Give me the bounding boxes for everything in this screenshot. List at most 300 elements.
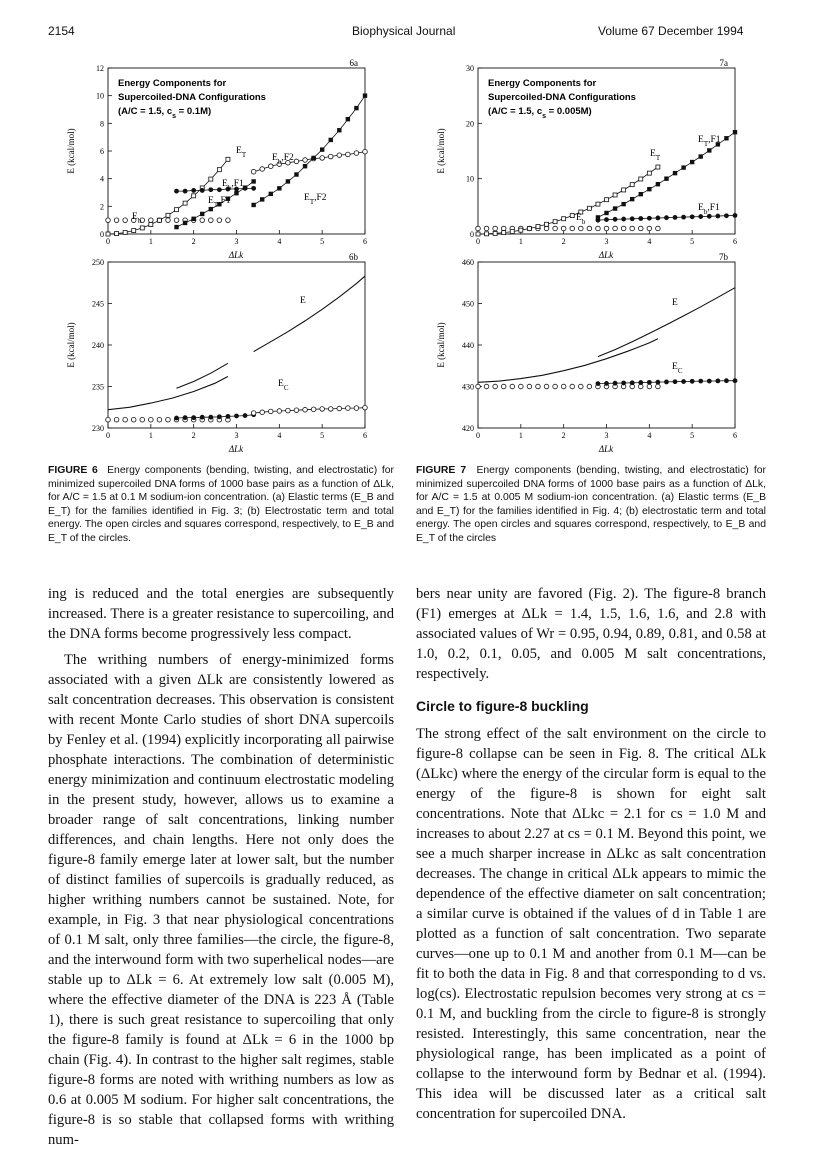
data-point [656, 182, 660, 186]
y-tick-label: 430 [462, 382, 474, 392]
data-point [596, 202, 600, 206]
data-point [613, 381, 618, 386]
y-tick-label: 4 [100, 174, 104, 184]
data-point [527, 384, 532, 389]
data-point [613, 193, 617, 197]
data-point [260, 197, 264, 201]
data-point [715, 378, 720, 383]
y-axis-label: E (kcal/mol) [66, 128, 76, 174]
data-point [561, 384, 566, 389]
data-point [587, 206, 591, 210]
series-line [108, 377, 228, 410]
data-point [579, 384, 584, 389]
label-Ec: $E_C$ [672, 362, 683, 375]
data-point [260, 410, 265, 415]
data-point [209, 207, 213, 211]
data-point [251, 169, 256, 174]
data-point [510, 384, 515, 389]
x-tick-label: 2 [561, 431, 566, 440]
data-point [536, 225, 540, 229]
data-point [681, 215, 686, 220]
x-tick-label: 6 [363, 431, 367, 440]
data-point [166, 213, 170, 217]
data-point [174, 225, 178, 229]
label-ET: $E_T$ [236, 146, 247, 159]
caption-title: FIGURE 7 [416, 465, 467, 476]
data-point [200, 212, 204, 216]
data-point [579, 226, 584, 231]
label-E: E [300, 296, 306, 306]
data-point [681, 165, 685, 169]
data-point [234, 191, 238, 195]
data-point [251, 186, 256, 191]
chart-6a [60, 60, 380, 260]
data-point [166, 218, 171, 223]
figure-7a [430, 60, 750, 260]
series-e-circle [108, 377, 228, 410]
data-point [114, 417, 119, 422]
data-point [544, 384, 549, 389]
data-point [501, 226, 506, 231]
data-point [294, 172, 298, 176]
data-point [260, 167, 265, 172]
y-tick-label: 230 [92, 424, 104, 433]
series-ec-f1 [174, 412, 256, 420]
data-point [664, 176, 668, 180]
figure-7b [430, 252, 750, 462]
data-point [715, 214, 720, 219]
legend-box [488, 78, 636, 120]
box-title-3: (A/C = 1.5, $c_s = 0.1M$) [118, 106, 212, 120]
data-point [191, 188, 196, 193]
x-tick-label: 5 [690, 431, 695, 440]
data-point [115, 232, 119, 236]
x-tick-label: 1 [148, 237, 153, 246]
figure-6b [60, 252, 380, 462]
y-tick-label: 8 [100, 119, 104, 129]
data-point [587, 226, 592, 231]
data-point [707, 379, 712, 384]
x-tick-label: 4 [647, 237, 652, 246]
data-point [226, 414, 231, 419]
data-point [226, 157, 230, 161]
box-title-3: (A/C = 1.5, $c_s = 0.005M$) [488, 106, 592, 120]
y-tick-label: 460 [462, 258, 474, 267]
data-point [570, 214, 574, 218]
data-point [647, 187, 651, 191]
x-tick-label: 3 [234, 237, 239, 246]
box-title-2: Supercoiled-DNA Configurations [118, 92, 266, 103]
data-point [329, 138, 333, 142]
box-title-1: Energy Components for [488, 78, 597, 89]
data-point [604, 226, 609, 231]
legend-box [118, 78, 266, 120]
data-point [647, 380, 652, 385]
data-point [604, 217, 609, 222]
data-point [346, 406, 351, 411]
series-e-circle [478, 339, 658, 383]
y-tick-label: 10 [96, 91, 104, 101]
data-point [303, 407, 308, 412]
data-point [354, 151, 359, 156]
data-point [519, 384, 524, 389]
plot-frame [478, 262, 735, 428]
data-point [200, 188, 205, 193]
y-axis-label: E (kcal/mol) [66, 322, 76, 368]
data-point [294, 408, 299, 413]
label-ET: $E_T$ [650, 149, 661, 162]
label-ETF2: $E_T,F2$ [304, 193, 327, 206]
data-point [699, 154, 703, 158]
data-point [286, 408, 291, 413]
data-point [613, 217, 618, 222]
data-point [157, 218, 161, 222]
data-point [553, 220, 557, 224]
data-point [621, 381, 626, 386]
data-point [484, 226, 489, 231]
data-point [174, 218, 179, 223]
data-point [622, 188, 626, 192]
data-point [140, 226, 144, 230]
data-point [656, 384, 661, 389]
label-Ec: $E_C$ [278, 379, 289, 392]
data-point [208, 187, 213, 192]
data-point [647, 216, 652, 221]
label-Eb: $E_b$ [132, 212, 142, 225]
data-point [733, 378, 738, 383]
data-point [681, 379, 686, 384]
series-line [177, 363, 228, 388]
data-point [733, 213, 738, 218]
data-point [277, 186, 281, 190]
data-point [553, 384, 558, 389]
data-point [613, 226, 618, 231]
data-point [106, 232, 110, 236]
data-point [286, 179, 290, 183]
data-point [320, 407, 325, 412]
volume-info: Volume 67 December 1994 [598, 24, 744, 38]
series-ec-f2 [251, 405, 367, 415]
data-point [476, 226, 481, 231]
x-axis-label: ΔLk [598, 444, 614, 454]
data-point [183, 415, 188, 420]
x-axis-label: ΔLk [228, 250, 244, 260]
series-e-f1 [598, 288, 735, 357]
x-tick-label: 3 [604, 237, 609, 246]
data-point [174, 416, 179, 421]
y-tick-label: 30 [466, 64, 474, 73]
data-point [733, 130, 737, 134]
y-tick-label: 235 [92, 382, 104, 392]
data-point [476, 384, 481, 389]
y-tick-label: 450 [462, 299, 474, 309]
series-e-f2 [254, 276, 365, 352]
data-point [638, 226, 643, 231]
figure-6-caption [48, 464, 394, 546]
data-point [621, 202, 625, 206]
data-point [303, 158, 308, 163]
data-point [192, 194, 196, 198]
data-point [604, 381, 609, 386]
data-point [536, 384, 541, 389]
series-line [254, 276, 365, 352]
data-point [217, 414, 222, 419]
series-line [177, 415, 254, 418]
data-point [638, 380, 643, 385]
series-line [478, 339, 658, 383]
data-point [320, 147, 324, 151]
data-point [664, 215, 669, 220]
data-point [268, 409, 273, 414]
data-point [217, 218, 222, 223]
page-number: 2154 [48, 24, 75, 38]
data-point [337, 406, 342, 411]
data-point [149, 222, 153, 226]
y-tick-label: 12 [96, 64, 104, 73]
y-tick-label: 245 [92, 299, 104, 309]
x-tick-label: 3 [234, 431, 239, 440]
data-point [493, 231, 497, 235]
data-point [698, 214, 703, 219]
x-tick-label: 2 [191, 237, 196, 246]
data-point [519, 228, 523, 232]
data-point [208, 415, 213, 420]
data-point [527, 227, 531, 231]
series-line [254, 96, 365, 205]
data-point [183, 201, 187, 205]
chart-7b [430, 252, 750, 462]
label-ETF1: $E_T,F1$ [208, 196, 231, 209]
data-point [303, 164, 307, 168]
label-ETF1: $E_T,F1$ [698, 135, 721, 148]
data-point [605, 198, 609, 202]
data-point [123, 230, 127, 234]
data-point [337, 128, 341, 132]
data-point [690, 379, 695, 384]
data-point [209, 218, 214, 223]
data-point [621, 217, 626, 222]
x-tick-label: 5 [320, 431, 325, 440]
label-EbF2: $E_b,F2$ [272, 153, 294, 166]
paragraph: ing is reduced and the total energies are subsequently increased. There is a greater resistance to supercoiling, and the DNA forms become progressively less compact. [48, 586, 394, 642]
caption-title: FIGURE 6 [48, 465, 98, 476]
paragraph: The strong effect of the salt environment on the circle to figure-8 collapse can be seen in Fig. 8. The critical ΔLk (ΔLkc) where the energy of the circular form is equal to the energy of the figure-8 is shown for eight salt concentrations. Note that ΔLkc = 2.1 for cs = 1.0 M and increases to about 2.27 at cs = 0.1 M. Beyond this point, we see a much sharper increase in ΔLkc as salt concentration decreases. The change in critical ΔLk appears to mimic the dependence of the effective diameter on salt concentration; a similar curve is obtained if the values of d in Table 1 are plotted as a function of salt concentration. Two separate curves—one up to 0.1 M and another from 0.1 M—can be fit to both the data in Fig. 8 and that corresponding to d vs. log(cs). Electrostatic repulsion becomes very strong at cs = 0.1 M, and buckling from the circle to figure-8 is strongly resisted. Interestingly, this same concentration, near the physiological range, has been implicated as a point of collapse to the interwound form by Bednar et al. (1994). This idea will be discussed later as a critical salt concentration for supercoiled DNA. [416, 726, 766, 1122]
data-point [123, 417, 128, 422]
data-point [132, 229, 136, 233]
data-point [630, 183, 634, 187]
y-tick-label: 20 [466, 119, 474, 129]
data-point [724, 213, 729, 218]
data-point [251, 411, 256, 416]
data-point [485, 232, 489, 236]
data-point [638, 216, 643, 221]
label-E: E [672, 298, 678, 308]
series-et-f2 [251, 93, 367, 207]
x-tick-label: 0 [106, 237, 110, 246]
data-point [561, 226, 566, 231]
y-axis-label: E (kcal/mol) [436, 322, 446, 368]
data-point [596, 226, 601, 231]
data-point [673, 215, 678, 220]
data-point [200, 415, 205, 420]
x-tick-label: 1 [518, 431, 523, 440]
paragraph: bers near unity are favored (Fig. 2). The figure-8 branch (F1) emerges at ΔLk = 1.4, 1.5, 1.6, 1.6, and 2.8 with associated values of Wr = 0.95, 0.94, 0.89, 0.81, and 0.58 at 1.0, 0.2, 0.1, 0.05, and 0.005 M salt concentrations, respectively. [416, 586, 766, 682]
right-column [416, 584, 766, 1124]
data-point [724, 378, 729, 383]
y-axis-label: E (kcal/mol) [436, 128, 446, 174]
data-point [268, 164, 273, 169]
data-point [664, 380, 669, 385]
data-point [545, 222, 549, 226]
data-point [656, 216, 661, 221]
data-point [587, 384, 592, 389]
panel-tag: 7b [719, 252, 728, 262]
data-point [251, 203, 255, 207]
data-point [243, 413, 248, 418]
x-tick-label: 5 [690, 237, 695, 246]
y-tick-label: 2 [100, 202, 104, 212]
paragraph: The writhing numbers of energy-minimized forms associated with a given ΔLk are consistently lowered as salt concentration decreases. This observation is consistent with recent Monte Carlo studies of short DNA supercoils by Fenley et al. (1994) explicitly incorporating all pairwise phosphate interactions. The combination of deterministic energy minimization and continuum electrostatic modeling in the present study, however, allows us to examine a broader range of salt concentrations, linking number differences, and chain lengths. Here not only does the figure-8 family emerge later at lower salt, but the number of distinct families of supercoils is gradually reduced, as higher writhing numbers cannot be sustained. Note, for example, in Fig. 3 that near physiological concentrations of 0.1 M salt, only three families—the circle, the figure-8, and the interwound form with two superhelical nodes—are stable up to ΔLk = 6. At extremely low salt (0.005 M), where the effective diameter of the DNA is 223 Å (Table 1), there is such great resistance to supercoiling that only the figure-8 family is found at ΔLk = 6 in the 1000 bp chain (Fig. 4). In contrast to the higher salt regimes, stable figure-8 forms are noted with writhing numbers as low as 0.6 at 0.005 M sodium. For higher salt concentrations, the figure-8 is so stable that collapsed forms with writhing num- [48, 652, 394, 1148]
series-line [598, 288, 735, 357]
plot-frame [108, 262, 365, 428]
data-point [294, 159, 299, 164]
x-tick-label: 2 [561, 237, 566, 246]
data-point [562, 217, 566, 221]
panel-tag: 7a [719, 58, 728, 68]
data-point [157, 417, 162, 422]
data-point [200, 218, 205, 223]
y-tick-label: 10 [466, 174, 474, 184]
data-point [363, 405, 368, 410]
data-point [673, 171, 677, 175]
series-eb-circle [476, 226, 661, 231]
data-point [647, 384, 652, 389]
data-point [673, 379, 678, 384]
data-point [354, 106, 358, 110]
data-point [354, 406, 359, 411]
data-point [647, 171, 651, 175]
series-eb-f1 [596, 213, 738, 223]
data-point [630, 380, 635, 385]
data-point [166, 417, 171, 422]
data-point [311, 156, 315, 160]
caption-text: Energy components (bending, twisting, and electrostatic) for minimized supercoiled DNA forms of 1000 base pairs as a function of ΔLk, for A/C = 1.5 at 0.005 M sodium-ion concentration. (a) Elastic terms (E_B and E_T) for the families identified in Fig. 4; (b) electrostatic term and total energy. The open circles and squares correspond, respectively, to E_B and E_T of the circles [416, 465, 767, 544]
x-axis-label: ΔLk [228, 444, 244, 454]
figure-6a [60, 60, 380, 260]
data-point [698, 379, 703, 384]
data-point [544, 226, 549, 231]
y-tick-label: 440 [462, 341, 474, 350]
x-tick-label: 6 [733, 431, 737, 440]
data-point [596, 381, 601, 386]
y-tick-label: 250 [92, 258, 104, 267]
data-point [269, 192, 273, 196]
page-header [0, 24, 816, 44]
y-tick-label: 0 [470, 230, 474, 239]
data-point [493, 384, 498, 389]
data-point [647, 226, 652, 231]
x-tick-label: 3 [604, 431, 609, 440]
data-point [501, 384, 506, 389]
x-tick-label: 6 [363, 237, 367, 246]
data-point [191, 415, 196, 420]
data-point [106, 218, 111, 223]
data-point [621, 226, 626, 231]
data-point [337, 153, 342, 158]
data-point [690, 160, 694, 164]
data-point [149, 417, 154, 422]
series-e-f1 [177, 363, 228, 388]
data-point [553, 226, 558, 231]
data-point [191, 217, 195, 221]
data-point [639, 192, 643, 196]
x-tick-label: 0 [476, 237, 480, 246]
data-point [604, 211, 608, 215]
data-point [234, 414, 239, 419]
label-EbF1: $E_b,F1$ [222, 179, 244, 192]
x-tick-label: 1 [148, 431, 153, 440]
panel-tag: 6b [349, 252, 358, 262]
data-point [328, 407, 333, 412]
data-point [484, 384, 489, 389]
caption-text: Energy components (bending, twisting, and electrostatic) for minimized supercoiled DNA forms of 1000 base pairs as a function of ΔLk, for A/C = 1.5 at 0.1 M sodium-ion concentration. (a) Elastic terms (E_B and E_T) for the families identified in Fig. 3; (b) Electrostatic term and total energy. The open circles and squares correspond, respectively, to E_B and E_T of the circles. [48, 465, 395, 544]
figure-7-caption [416, 464, 766, 546]
box-title-1: Energy Components for [118, 78, 227, 89]
y-tick-label: 240 [92, 341, 104, 350]
data-point [311, 407, 316, 412]
data-point [123, 218, 128, 223]
y-tick-label: 6 [100, 147, 104, 156]
y-tick-label: 420 [462, 424, 474, 433]
data-point [596, 218, 601, 223]
x-tick-label: 6 [733, 237, 737, 246]
data-point [363, 93, 367, 97]
left-column [48, 584, 394, 1150]
label-Eb: $E_b$ [576, 213, 586, 226]
data-point [183, 189, 188, 194]
y-tick-label: 0 [100, 230, 104, 239]
label-EbF1: $E_b,F1$ [698, 203, 720, 216]
data-point [320, 156, 325, 161]
data-point [328, 154, 333, 159]
data-point [707, 148, 711, 152]
data-point [570, 384, 575, 389]
data-point [630, 226, 635, 231]
data-point [346, 152, 351, 157]
data-point [630, 216, 635, 221]
data-point [140, 417, 145, 422]
series-labels [576, 135, 721, 226]
data-point [724, 136, 728, 140]
data-point [639, 177, 643, 181]
data-point [251, 179, 255, 183]
data-point [656, 226, 661, 231]
x-tick-label: 0 [106, 431, 110, 440]
data-point [656, 165, 660, 169]
data-point [174, 189, 179, 194]
data-point [277, 409, 282, 414]
data-point [656, 380, 661, 385]
x-tick-label: 0 [476, 431, 480, 440]
x-tick-label: 2 [191, 431, 196, 440]
x-tick-label: 4 [277, 431, 282, 440]
journal-name: Biophysical Journal [352, 24, 456, 38]
data-point [217, 168, 221, 172]
panel-tag: 6a [349, 58, 358, 68]
data-point [570, 226, 575, 231]
x-tick-label: 4 [647, 431, 652, 440]
data-point [131, 417, 136, 422]
